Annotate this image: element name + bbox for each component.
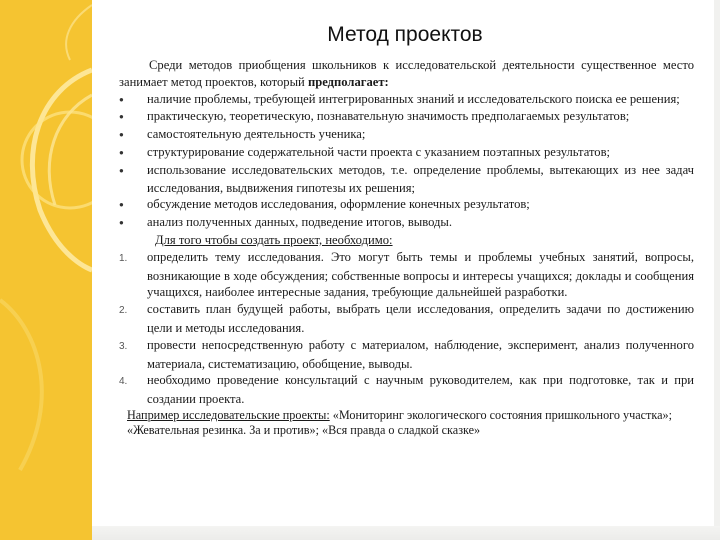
example-paragraph <box>119 408 694 439</box>
intro-text: Среди методов приобщения школьников к исследовательской деятельности существенное место занимает метод проектов, который <box>119 58 694 89</box>
steps-heading: Для того чтобы создать проект, необходимо: <box>155 232 393 247</box>
step-item: 4. необходимо проведение консультаций с научным руководителем, как при подготовке, так и при создании проекта. <box>119 373 694 407</box>
step-item: 1. определить тему исследования. Это могут быть темы и проблемы учебных занятий, вопросы, возникающие в ходе обсуждения; собственные вопросы и интересы учащихся; доклады и сообщения учащихся, наиболее интересные задания, требующие дальнейшей разработки. <box>119 249 694 300</box>
body-text <box>119 57 694 439</box>
bullet-icon: ● <box>119 147 124 157</box>
bullet-item: ● самостоятельную деятельность ученика; <box>119 126 694 144</box>
intro-emphasis: предполагает: <box>307 74 389 89</box>
step-item: 2. составить план будущей работы, выбрать цели исследования, определить задачи по достижению цели и методы исследования. <box>119 302 694 335</box>
step-item: 3. провести непосредственную работу с материалом, наблюдение, эксперимент, анализ полученного материала, систематизацию, обобщение, выводы. <box>119 337 694 371</box>
bullet-item: ● практическую, теоретическую, познавательную значимость предполагаемых результатов; <box>119 108 694 126</box>
bullet-item: ● наличие проблемы, требующей интегрированных знаний и исследовательского поиска ее решения; <box>119 91 694 109</box>
example-label: Например исследовательские проекты: <box>127 407 330 422</box>
bullet-icon: ● <box>119 94 124 104</box>
decorative-sidebar <box>0 0 92 540</box>
bullet-icon: ● <box>119 165 124 175</box>
step-number: 1. <box>119 252 128 264</box>
step-number: 2. <box>119 305 128 317</box>
bullet-item: ● обсуждение методов исследования, оформление конечных результатов; <box>119 196 694 214</box>
right-edge-strip <box>714 0 720 540</box>
page-title: Метод проектов <box>327 23 483 46</box>
swirl-decoration <box>0 0 92 540</box>
bullet-icon: ● <box>119 200 124 210</box>
intro-paragraph <box>119 57 694 91</box>
bullet-icon: ● <box>119 112 124 122</box>
example-text: «Мониторинг экологического состояния пришкольного участка»; «Жевательная резинка. За и против»; «Вся правда о сладкой сказке» <box>127 407 673 438</box>
bullet-item: ● использование исследовательских методов, т.е. определение проблемы, вытекающих из нее задач исследования, выдвижения гипотезы их решения; <box>119 162 694 195</box>
bullet-item: ● структурирование содержательной части проекта с указанием поэтапных результатов; <box>119 144 694 162</box>
step-number: 3. <box>119 340 128 352</box>
step-number: 4. <box>119 376 128 388</box>
bullet-icon: ● <box>119 218 124 228</box>
bullet-icon: ● <box>119 130 124 140</box>
bottom-edge-strip <box>92 526 720 540</box>
bullet-item: ● анализ полученных данных, подведение итогов, выводы. <box>119 214 694 232</box>
